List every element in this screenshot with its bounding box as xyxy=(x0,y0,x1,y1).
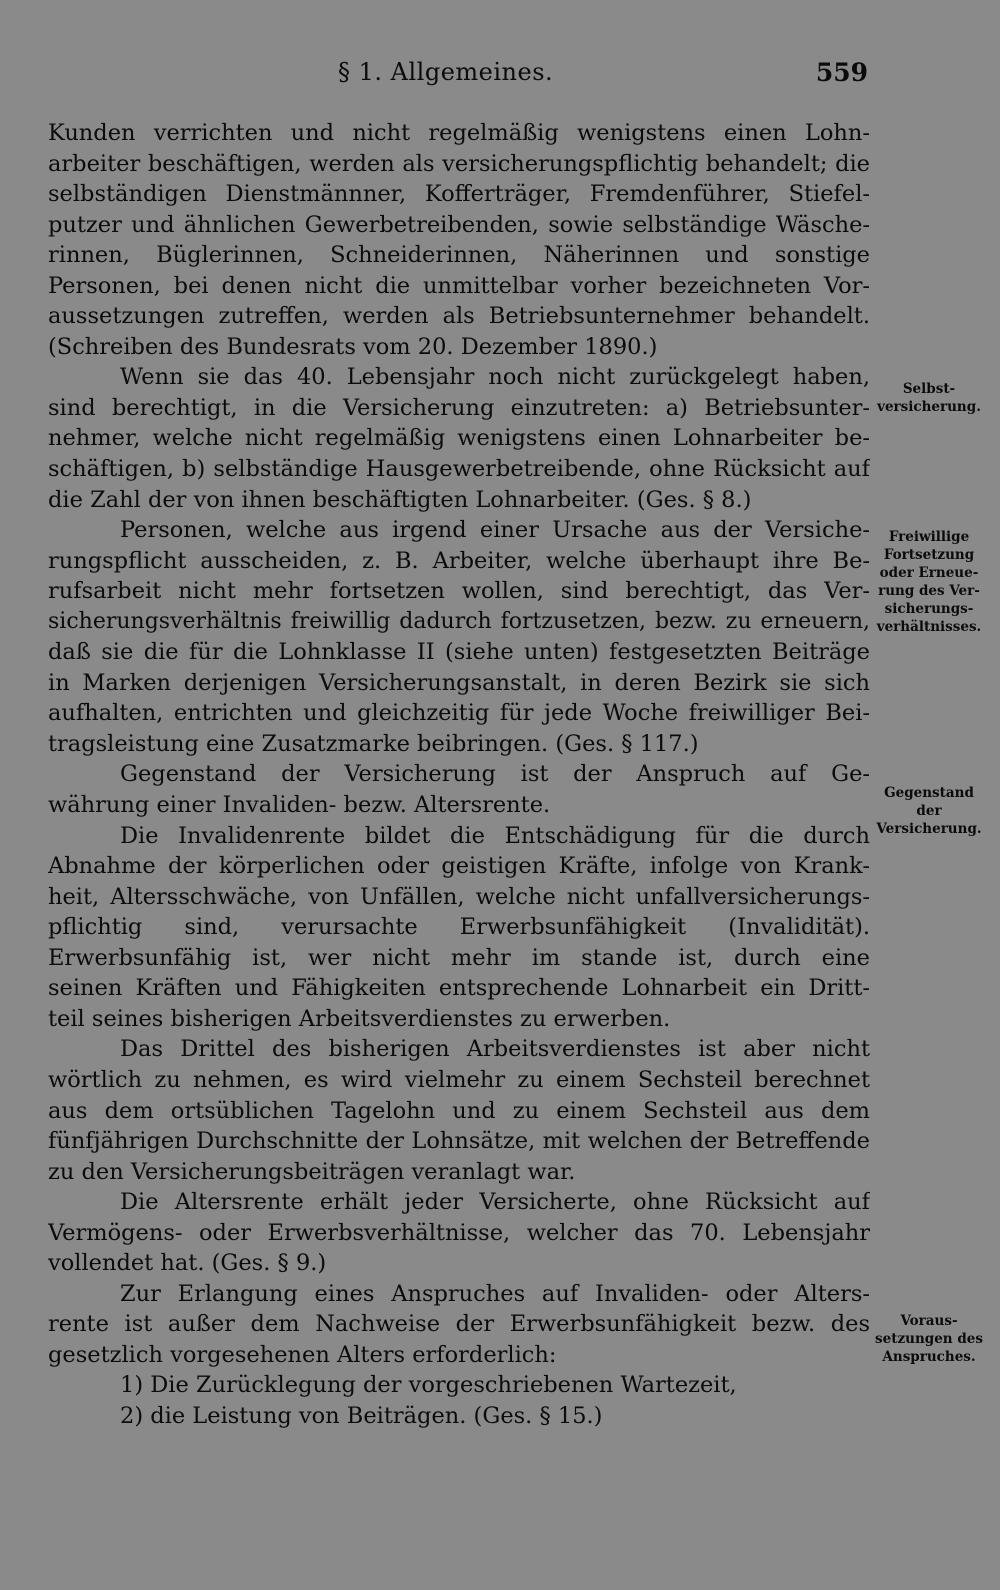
text-line: Vermögens- oder Erwerbsverhältnisse, welcher das 70. Lebensjahr xyxy=(48,1219,870,1246)
text-line: 2) die Leistung von Beiträgen. (Ges. § 15.) xyxy=(120,1402,603,1429)
margin-note-line: sicherungs- xyxy=(884,601,974,617)
margin-note-line: oder Erneue- xyxy=(879,565,979,581)
margin-note-voraussetzungen xyxy=(870,1312,988,1366)
text-line: Personen, welche aus irgend einer Ursache aus der Versiche- xyxy=(120,517,870,544)
text-line: aussetzungen zutreffen, werden als Betriebsunternehmer behandelt. xyxy=(48,303,870,330)
text-line: Die Invalidenrente bildet die Entschädigung für die durch xyxy=(120,822,870,849)
text-line: pflichtig sind, verursachte Erwerbsunfähigkeit (Invalidität). xyxy=(48,914,870,941)
text-line: aufhalten, entrichten und gleichzeitig für jede Woche freiwilliger Bei- xyxy=(48,700,870,727)
text-line: sicherungsverhältnis freiwillig dadurch fortzusetzen, bezw. zu erneuern, xyxy=(48,608,870,634)
text-line: daß sie die für die Lohnklasse II (siehe unten) festgesetzten Beiträge xyxy=(48,639,870,666)
text-line: in Marken derjenigen Versicherungsanstalt, in deren Bezirk sie sich xyxy=(48,669,870,696)
text-line: aus dem ortsüblichen Tagelohn und zu einem Sechsteil aus dem xyxy=(48,1097,870,1124)
margin-note-line: verhältnisses. xyxy=(876,619,982,635)
text-line: teil seines bisherigen Arbeitsverdienstes zu erwerben. xyxy=(48,1005,671,1032)
text-line: Personen, bei denen nicht die unmittelbar vorher bezeichneten Vor- xyxy=(48,272,870,299)
margin-note-line: Gegenstand xyxy=(884,785,974,801)
text-line: nehmer, welche nicht regelmäßig wenigstens einen Lohnarbeiter be- xyxy=(48,425,870,452)
text-line: arbeiter beschäftigen, werden als versicherungspflichtig behandelt; die xyxy=(48,150,870,177)
text-line: sind berechtigt, in die Versicherung einzutreten: a) Betriebsunter- xyxy=(48,394,870,421)
text-line: tragsleistung eine Zusatzmarke beibringen. (Ges. § 117.) xyxy=(48,730,699,757)
text-line: fünfjährigen Durchschnitte der Lohnsätze, mit welchen der Betreffende xyxy=(48,1128,870,1155)
text-line: Das Drittel des bisherigen Arbeitsverdienstes ist aber nicht xyxy=(120,1036,870,1063)
text-line: putzer und ähnlichen Gewerbetreibenden, sowie selbständige Wäsche- xyxy=(48,211,870,238)
text-line: selbständigen Dienstmännner, Kofferträger, Fremdenführer, Stiefel- xyxy=(48,181,870,208)
text-line: Wenn sie das 40. Lebensjahr noch nicht zurückgelegt haben, xyxy=(120,364,870,391)
text-line: Die Altersrente erhält jeder Versicherte, ohne Rücksicht auf xyxy=(120,1189,870,1216)
page-header xyxy=(48,58,868,98)
text-line: Zur Erlangung eines Anspruches auf Invaliden- oder Alters- xyxy=(120,1280,870,1307)
margin-note-line: versicherung. xyxy=(877,399,981,415)
text-line: seinen Kräften und Fähigkeiten entsprechende Lohnarbeit ein Dritt- xyxy=(48,975,870,1002)
text-line: zu den Versicherungsbeiträgen veranlagt war. xyxy=(48,1158,576,1185)
text-line: Kunden verrichten und nicht regelmäßig wenigstens einen Lohn- xyxy=(48,120,870,146)
margin-note-line: Selbst- xyxy=(902,381,956,397)
text-line: 1) Die Zurücklegung der vorgeschriebenen Wartezeit, xyxy=(120,1372,737,1399)
text-line: heit, Altersschwäche, von Unfällen, welche nicht unfallversicherungs- xyxy=(48,883,870,910)
section-heading: § 1. Allgemeines. xyxy=(338,58,554,86)
text-line: Erwerbsunfähig ist, wer nicht mehr im stande ist, durch eine xyxy=(48,944,870,971)
margin-note-line: Freiwillige xyxy=(888,529,970,545)
text-line: die Zahl der von ihnen beschäftigten Lohnarbeiter. (Ges. § 8.) xyxy=(48,486,752,513)
margin-note-line: setzungen des xyxy=(875,1331,983,1347)
margin-note-line: Anspruches. xyxy=(882,1349,976,1365)
page-number: 559 xyxy=(815,58,868,87)
text-line: Gegenstand der Versicherung ist der Anspruch auf Ge- xyxy=(120,761,870,788)
margin-note-line: Fortsetzung xyxy=(883,547,975,563)
text-line: rungspflicht ausscheiden, z. B. Arbeiter, welche überhaupt ihre Be- xyxy=(48,547,870,574)
text-line: Abnahme der körperlichen oder geistigen Kräfte, infolge von Krank- xyxy=(48,853,870,880)
text-line: wörtlich zu nehmen, es wird vielmehr zu einem Sechsteil berechnet xyxy=(48,1066,870,1093)
text-line: rufsarbeit nicht mehr fortsetzen wollen, sind berechtigt, das Ver- xyxy=(48,578,870,605)
text-line: rente ist außer dem Nachweise der Erwerbsunfähigkeit bezw. des xyxy=(48,1311,870,1338)
text-line: schäftigen, b) selbständige Hausgewerbetreibende, ohne Rücksicht auf xyxy=(48,456,870,483)
text-line: rinnen, Büglerinnen, Schneiderinnen, Näherinnen und sonstige xyxy=(48,242,870,269)
margin-note-freiwillige-fortsetzung xyxy=(870,528,988,636)
margin-note-selbstversicherung xyxy=(870,380,988,416)
text-line: währung einer Invaliden- bezw. Altersrente. xyxy=(48,792,551,819)
text-line: (Schreiben des Bundesrats vom 20. Dezember 1890.) xyxy=(48,333,658,360)
margin-note-line: Voraus- xyxy=(900,1313,958,1329)
margin-note-line: rung des Ver- xyxy=(878,583,980,599)
text-line: vollendet hat. (Ges. § 9.) xyxy=(48,1250,327,1277)
margin-note-gegenstand xyxy=(870,784,988,838)
margin-note-line: der xyxy=(916,803,942,819)
body-text xyxy=(48,118,870,1432)
text-line: gesetzlich vorgesehenen Alters erforderlich: xyxy=(48,1341,557,1368)
margin-note-line: Versicherung. xyxy=(876,821,982,837)
